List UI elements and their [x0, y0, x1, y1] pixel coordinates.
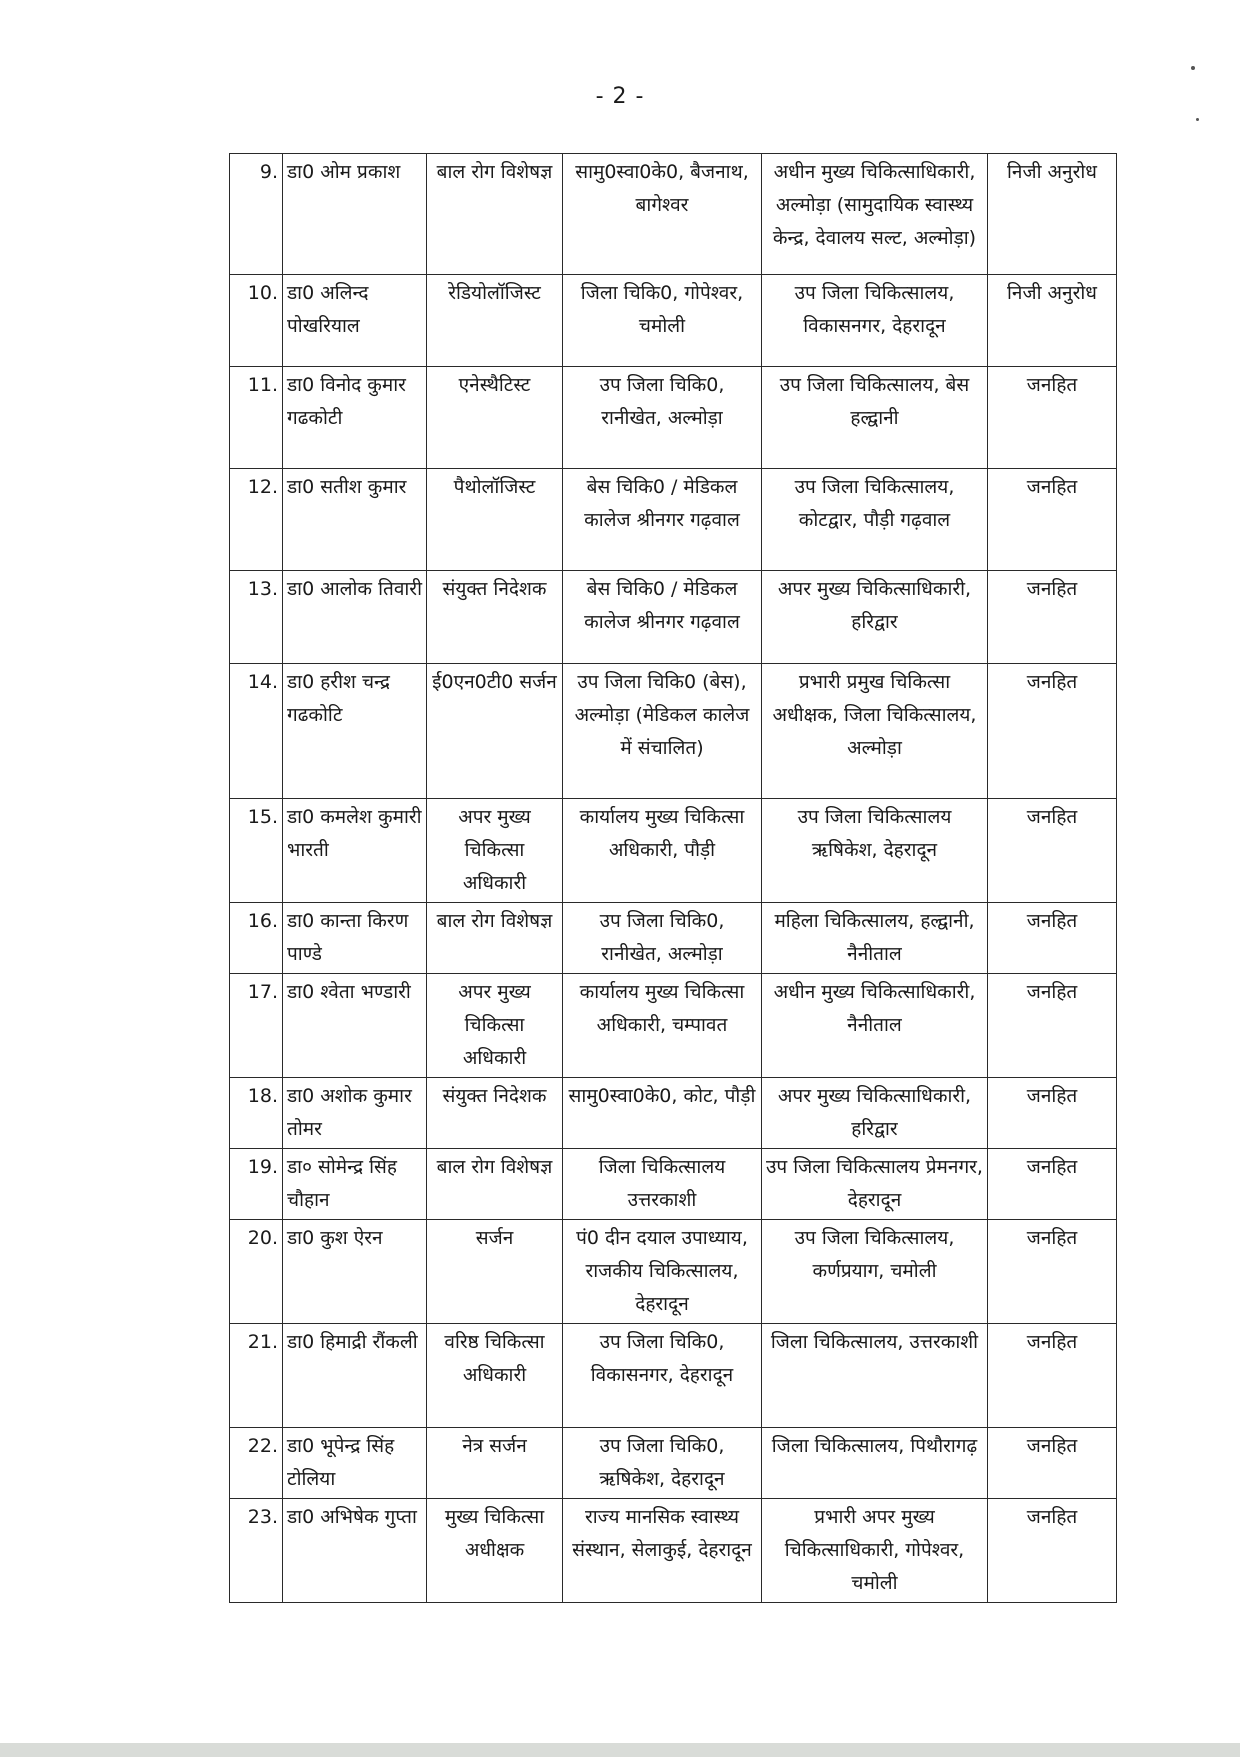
- designation: बाल रोग विशेषज्ञ: [427, 154, 563, 275]
- officer-name: डा0 विनोद कुमार गढकोटी: [283, 367, 427, 469]
- current-posting: उप जिला चिकि0, ऋषिकेश, देहरादून: [563, 1428, 762, 1499]
- officer-name: डा0 ओम प्रकाश: [283, 154, 427, 275]
- officer-name: डा0 कुश ऐरन: [283, 1220, 427, 1324]
- designation: वरिष्ठ चिकित्सा अधिकारी: [427, 1324, 563, 1428]
- transfer-reason: जनहित: [988, 1324, 1117, 1428]
- officer-name: डा0 आलोक तिवारी: [283, 571, 427, 664]
- table-row: [230, 154, 1117, 275]
- officer-name: डा0 कान्ता किरण पाण्डे: [283, 903, 427, 974]
- row-serial-number: 18.: [230, 1078, 283, 1149]
- new-posting: जिला चिकित्सालय, उत्तरकाशी: [762, 1324, 988, 1428]
- transfer-reason: जनहित: [988, 1428, 1117, 1499]
- scan-speck: [1196, 118, 1199, 121]
- table-row: [230, 1078, 1117, 1149]
- new-posting: उप जिला चिकित्सालय प्रेमनगर, देहरादून: [762, 1149, 988, 1220]
- row-serial-number: 19.: [230, 1149, 283, 1220]
- current-posting: पं0 दीन दयाल उपाध्याय, राजकीय चिकित्सालय, देहरादून: [563, 1220, 762, 1324]
- new-posting: उप जिला चिकित्सालय ऋषिकेश, देहरादून: [762, 799, 988, 903]
- designation: रेडियोलॉजिस्ट: [427, 275, 563, 367]
- designation: बाल रोग विशेषज्ञ: [427, 1149, 563, 1220]
- new-posting: उप जिला चिकित्सालय, बेस हल्द्वानी: [762, 367, 988, 469]
- transfer-reason: जनहित: [988, 903, 1117, 974]
- transfer-reason: जनहित: [988, 1499, 1117, 1603]
- designation: एनेस्थैटिस्ट: [427, 367, 563, 469]
- table-row: [230, 1220, 1117, 1324]
- officer-name: डा0 भूपेन्द्र सिंह टोलिया: [283, 1428, 427, 1499]
- new-posting: प्रभारी अपर मुख्य चिकित्साधिकारी, गोपेश्वर, चमोली: [762, 1499, 988, 1603]
- new-posting: महिला चिकित्सालय, हल्द्वानी, नैनीताल: [762, 903, 988, 974]
- transfer-reason: जनहित: [988, 367, 1117, 469]
- new-posting: जिला चिकित्सालय, पिथौरागढ़: [762, 1428, 988, 1499]
- scan-speck: [1191, 66, 1195, 70]
- designation: ई0एन0टी0 सर्जन: [427, 664, 563, 799]
- row-serial-number: 11.: [230, 367, 283, 469]
- row-serial-number: 17.: [230, 974, 283, 1078]
- officer-name: डा0 श्वेता भण्डारी: [283, 974, 427, 1078]
- transfer-reason: जनहित: [988, 799, 1117, 903]
- table-row: [230, 903, 1117, 974]
- designation: सर्जन: [427, 1220, 563, 1324]
- current-posting: उप जिला चिकि0, रानीखेत, अल्मोड़ा: [563, 367, 762, 469]
- row-serial-number: 13.: [230, 571, 283, 664]
- row-serial-number: 15.: [230, 799, 283, 903]
- row-serial-number: 16.: [230, 903, 283, 974]
- table-row: [230, 367, 1117, 469]
- officer-name: डा0 हरीश चन्द्र गढकोटि: [283, 664, 427, 799]
- table-row: [230, 469, 1117, 571]
- transfer-reason: जनहित: [988, 571, 1117, 664]
- designation: अपर मुख्य चिकित्सा अधिकारी: [427, 799, 563, 903]
- new-posting: अधीन मुख्य चिकित्साधिकारी, नैनीताल: [762, 974, 988, 1078]
- transfer-reason: जनहित: [988, 1149, 1117, 1220]
- new-posting: अपर मुख्य चिकित्साधिकारी, हरिद्वार: [762, 571, 988, 664]
- table-row: [230, 1499, 1117, 1603]
- officer-name: डा0 अलिन्द पोखरियाल: [283, 275, 427, 367]
- officer-name: डा0 सतीश कुमार: [283, 469, 427, 571]
- transfer-reason: निजी अनुरोध: [988, 275, 1117, 367]
- new-posting: उप जिला चिकित्सालय, कोटद्वार, पौड़ी गढ़वाल: [762, 469, 988, 571]
- transfer-reason: जनहित: [988, 664, 1117, 799]
- current-posting: कार्यालय मुख्य चिकित्सा अधिकारी, चम्पावत: [563, 974, 762, 1078]
- designation: बाल रोग विशेषज्ञ: [427, 903, 563, 974]
- current-posting: जिला चिकि0, गोपेश्वर, चमोली: [563, 275, 762, 367]
- row-serial-number: 22.: [230, 1428, 283, 1499]
- new-posting: उप जिला चिकित्सालय, कर्णप्रयाग, चमोली: [762, 1220, 988, 1324]
- table-row: [230, 1324, 1117, 1428]
- transfer-reason: जनहित: [988, 974, 1117, 1078]
- table-row: [230, 1428, 1117, 1499]
- designation: नेत्र सर्जन: [427, 1428, 563, 1499]
- table-row: [230, 275, 1117, 367]
- table-row: [230, 974, 1117, 1078]
- current-posting: जिला चिकित्सालय उत्तरकाशी: [563, 1149, 762, 1220]
- transfer-reason: जनहित: [988, 1078, 1117, 1149]
- current-posting: राज्य मानसिक स्वास्थ्य संस्थान, सेलाकुई, देहरादून: [563, 1499, 762, 1603]
- row-serial-number: 12.: [230, 469, 283, 571]
- table-row: [230, 664, 1117, 799]
- designation: संयुक्त निदेशक: [427, 1078, 563, 1149]
- current-posting: कार्यालय मुख्य चिकित्सा अधिकारी, पौड़ी: [563, 799, 762, 903]
- current-posting: सामु0स्वा0के0, बैजनाथ, बागेश्वर: [563, 154, 762, 275]
- current-posting: सामु0स्वा0के0, कोट, पौड़ी: [563, 1078, 762, 1149]
- row-serial-number: 9.: [230, 154, 283, 275]
- row-serial-number: 14.: [230, 664, 283, 799]
- new-posting: अपर मुख्य चिकित्साधिकारी, हरिद्वार: [762, 1078, 988, 1149]
- row-serial-number: 10.: [230, 275, 283, 367]
- new-posting: उप जिला चिकित्सालय, विकासनगर, देहरादून: [762, 275, 988, 367]
- transfer-table: [229, 153, 1117, 1603]
- designation: संयुक्त निदेशक: [427, 571, 563, 664]
- row-serial-number: 20.: [230, 1220, 283, 1324]
- current-posting: उप जिला चिकि0, रानीखेत, अल्मोड़ा: [563, 903, 762, 974]
- page-number: - 2 -: [595, 84, 645, 109]
- new-posting: प्रभारी प्रमुख चिकित्सा अधीक्षक, जिला चिकित्सालय, अल्मोड़ा: [762, 664, 988, 799]
- officer-name: डा0 हिमाद्री रौंकली: [283, 1324, 427, 1428]
- current-posting: बेस चिकि0 / मेडिकल कालेज श्रीनगर गढ़वाल: [563, 469, 762, 571]
- designation: अपर मुख्य चिकित्सा अधिकारी: [427, 974, 563, 1078]
- table-row: [230, 1149, 1117, 1220]
- table-row: [230, 571, 1117, 664]
- row-serial-number: 23.: [230, 1499, 283, 1603]
- table-row: [230, 799, 1117, 903]
- designation: मुख्य चिकित्सा अधीक्षक: [427, 1499, 563, 1603]
- officer-name: डा0 अभिषेक गुप्ता: [283, 1499, 427, 1603]
- officer-name: डा0 कमलेश कुमारी भारती: [283, 799, 427, 903]
- designation: पैथोलॉजिस्ट: [427, 469, 563, 571]
- officer-name: डा० सोमेन्द्र सिंह चौहान: [283, 1149, 427, 1220]
- current-posting: बेस चिकि0 / मेडिकल कालेज श्रीनगर गढ़वाल: [563, 571, 762, 664]
- current-posting: उप जिला चिकि0 (बेस), अल्मोड़ा (मेडिकल कालेज में संचालित): [563, 664, 762, 799]
- scan-edge: [0, 1743, 1240, 1757]
- current-posting: उप जिला चिकि0, विकासनगर, देहरादून: [563, 1324, 762, 1428]
- new-posting: अधीन मुख्य चिकित्साधिकारी, अल्मोड़ा (सामुदायिक स्वास्थ्य केन्द्र, देवालय सल्ट, अल्मोड़ा): [762, 154, 988, 275]
- transfer-reason: जनहित: [988, 1220, 1117, 1324]
- officer-name: डा0 अशोक कुमार तोमर: [283, 1078, 427, 1149]
- row-serial-number: 21.: [230, 1324, 283, 1428]
- transfer-reason: निजी अनुरोध: [988, 154, 1117, 275]
- transfer-reason: जनहित: [988, 469, 1117, 571]
